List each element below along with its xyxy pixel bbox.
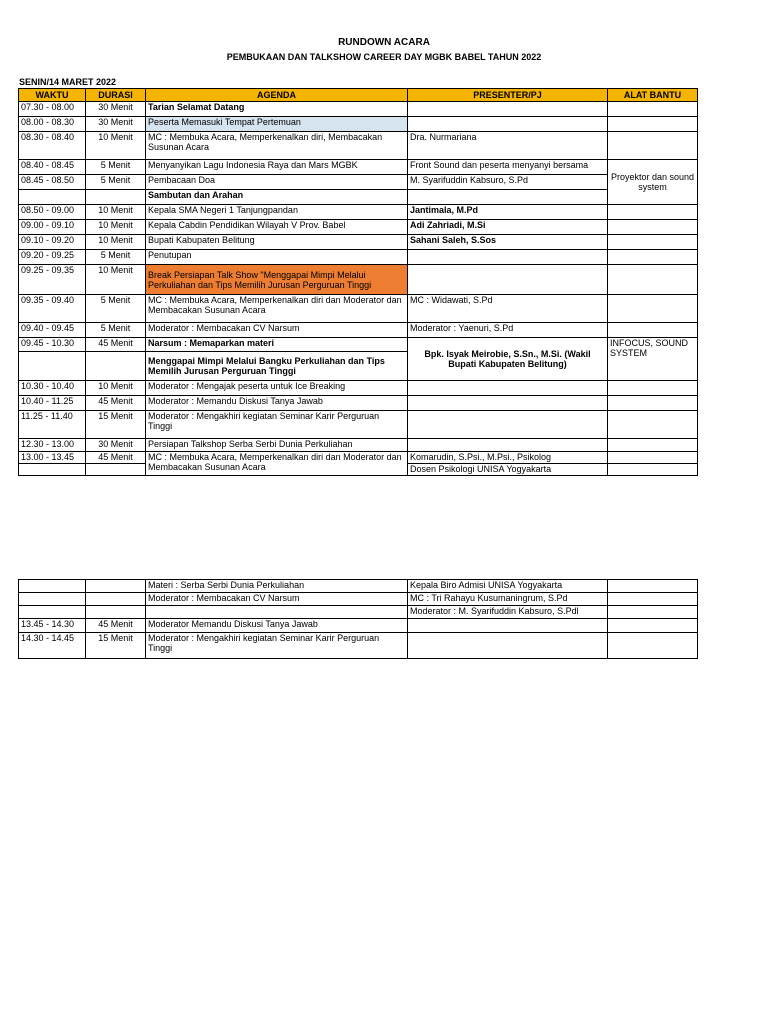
cell-waktu: 08.00 - 08.30 [19,117,86,132]
cell-presenter [408,411,608,439]
cell-waktu: 09.35 - 09.40 [19,295,86,323]
cell-waktu: 08.40 - 08.45 [19,160,86,175]
cell-alat-bantu [608,396,698,411]
cell-waktu: 10.40 - 11.25 [19,396,86,411]
cell-presenter: Kepala Biro Admisi UNISA Yogyakarta [408,580,608,593]
cell-waktu: 12.30 - 13.00 [19,439,86,452]
cell-presenter [408,439,608,452]
cell-durasi: 15 Menit [86,633,146,659]
cell-agenda [146,606,408,619]
cell-presenter [408,619,608,633]
cell-presenter: Moderator : Yaenuri, S.Pd [408,323,608,338]
cell-presenter [408,102,608,117]
cell-alat-bantu [608,235,698,250]
cell-waktu [19,606,86,619]
table-row [19,205,698,220]
cell-alat-bantu [608,464,698,476]
cell-alat-bantu [608,411,698,439]
cell-agenda: Kepala SMA Negeri 1 Tanjungpandan [146,205,408,220]
cell-waktu: 10.30 - 10.40 [19,381,86,396]
cell-alat-bantu [608,633,698,659]
table-row [19,593,698,606]
cell-waktu [19,580,86,593]
cell-waktu: 09.00 - 09.10 [19,220,86,235]
cell-alat-bantu [608,265,698,295]
cell-alat-bantu [608,593,698,606]
cell-waktu: 13.00 - 13.45 [19,452,86,464]
table-row [19,580,698,593]
cell-presenter: Komarudin, S.Psi., M.Psi., Psikolog [408,452,608,464]
cell-durasi: 45 Menit [86,452,146,464]
table-row [19,132,698,160]
table-header-row [19,89,698,102]
cell-agenda: Moderator : Mengakhiri kegiatan Seminar Karir Perguruan Tinggi [146,411,408,439]
document-subtitle: PEMBUKAAN DAN TALKSHOW CAREER DAY MGBK BABEL TAHUN 2022 [226,52,542,62]
cell-alat-bantu-infocus: INFOCUS, SOUND SYSTEM [608,338,698,381]
cell-durasi: 30 Menit [86,439,146,452]
cell-agenda: Moderator : Memandu Diskusi Tanya Jawab [146,396,408,411]
cell-agenda: Moderator : Mengajak peserta untuk Ice Breaking [146,381,408,396]
cell-alat-bantu [608,132,698,160]
cell-alat-bantu [608,381,698,396]
rundown-table-continued [18,579,698,659]
cell-waktu [19,464,86,476]
cell-agenda: Penutupan [146,250,408,265]
cell-agenda: Sambutan dan Arahan [146,190,408,205]
column-header-presenter: PRESENTER/PJ [408,89,608,102]
cell-presenter [408,381,608,396]
cell-presenter [408,265,608,295]
cell-durasi: 45 Menit [86,338,146,352]
cell-waktu: 08.45 - 08.50 [19,175,86,190]
cell-durasi [86,352,146,381]
cell-durasi: 30 Menit [86,102,146,117]
cell-alat-bantu [608,580,698,593]
cell-alat-bantu [608,220,698,235]
table-row [19,619,698,633]
cell-alat-bantu [608,102,698,117]
table-row [19,190,698,205]
cell-presenter: MC : Tri Rahayu Kusumaningrum, S.Pd [408,593,608,606]
cell-durasi [86,580,146,593]
cell-presenter: Moderator : M. Syarifuddin Kabsuro, S.Pdl [408,606,608,619]
cell-waktu [19,190,86,205]
table-row [19,295,698,323]
cell-agenda: Menyanyikan Lagu Indonesia Raya dan Mars MGBK [146,160,408,175]
cell-presenter [408,396,608,411]
cell-agenda: Tarian Selamat Datang [146,102,408,117]
cell-waktu: 08.30 - 08.40 [19,132,86,160]
cell-presenter [408,633,608,659]
cell-durasi: 5 Menit [86,295,146,323]
cell-agenda: MC : Membuka Acara, Memperkenalkan diri, Membacakan Susunan Acara [146,132,408,160]
cell-agenda: Kepala Cabdin Pendidikan Wilayah V Prov. Babel [146,220,408,235]
cell-durasi: 15 Menit [86,411,146,439]
table-row [19,338,698,352]
cell-alat-bantu [608,205,698,220]
cell-durasi [86,464,146,476]
table-row [19,323,698,338]
table-row [19,117,698,132]
rundown-table [18,88,698,476]
cell-durasi: 5 Menit [86,323,146,338]
cell-alat-bantu [608,117,698,132]
cell-agenda: Persiapan Talkshop Serba Serbi Dunia Perkuliahan [146,439,408,452]
table-row [19,102,698,117]
table-row [19,452,698,464]
cell-durasi [86,593,146,606]
table-row [19,220,698,235]
cell-durasi: 30 Menit [86,117,146,132]
cell-alat-bantu [608,323,698,338]
table-row [19,235,698,250]
cell-durasi: 10 Menit [86,205,146,220]
cell-durasi: 10 Menit [86,132,146,160]
cell-waktu: 13.45 - 14.30 [19,619,86,633]
cell-presenter [408,117,608,132]
document-title: RUNDOWN ACARA [338,37,430,48]
cell-alat-bantu [608,452,698,464]
table-row [19,381,698,396]
cell-durasi: 45 Menit [86,396,146,411]
cell-waktu: 09.10 - 09.20 [19,235,86,250]
cell-waktu: 14.30 - 14.45 [19,633,86,659]
cell-waktu: 08.50 - 09.00 [19,205,86,220]
cell-agenda: Materi : Serba Serbi Dunia Perkuliahan [146,580,408,593]
cell-agenda: Menggapai Mimpi Melalui Bangku Perkuliahan dan Tips Memilih Jurusan Perguruan Tinggi [146,352,408,381]
cell-durasi: 10 Menit [86,381,146,396]
cell-agenda: Break Persiapan Talk Show "Menggapai Mimpi Melalui Perkuliahan dan Tips Memilih Jurusan Perguruan Tinggi [146,265,408,295]
cell-waktu: 09.20 - 09.25 [19,250,86,265]
cell-alat-bantu [608,439,698,452]
column-header-alat-bantu: ALAT BANTU [608,89,698,102]
cell-alat-bantu [608,606,698,619]
cell-presenter [408,190,608,205]
cell-presenter: MC : Widawati, S.Pd [408,295,608,323]
cell-presenter [408,250,608,265]
cell-presenter-narsum: Bpk. Isyak Meirobie, S.Sn., M.Si. (Wakil Bupati Kabupaten Belitung) [408,338,608,381]
table-row [19,160,698,175]
cell-agenda: MC : Membuka Acara, Memperkenalkan diri dan Moderator dan Membacakan Susunan Acara [146,452,408,476]
cell-waktu: 07.30 - 08.00 [19,102,86,117]
cell-durasi: 45 Menit [86,619,146,633]
cell-agenda: Pembacaan Doa [146,175,408,190]
cell-presenter: Dra. Nurmariana [408,132,608,160]
table-row [19,439,698,452]
table-row [19,265,698,295]
cell-durasi [86,190,146,205]
cell-agenda: MC : Membuka Acara, Memperkenalkan diri dan Moderator dan Membacakan Susunan Acara [146,295,408,323]
cell-presenter: Adi Zahriadi, M.Si [408,220,608,235]
table-row [19,633,698,659]
cell-durasi: 5 Menit [86,160,146,175]
event-date: SENIN/14 MARET 2022 [19,77,117,87]
column-header-durasi: DURASI [86,89,146,102]
cell-presenter: Jantimala, M.Pd [408,205,608,220]
table-row [19,606,698,619]
cell-agenda: Moderator : Mengakhiri kegiatan Seminar Karir Perguruan Tinggi [146,633,408,659]
cell-agenda: Narsum : Memaparkan materi [146,338,408,352]
cell-presenter: Sahani Saleh, S.Sos [408,235,608,250]
cell-agenda: Moderator Memandu Diskusi Tanya Jawab [146,619,408,633]
cell-presenter: Dosen Psikologi UNISA Yogyakarta [408,464,608,476]
cell-durasi: 10 Menit [86,265,146,295]
table-row [19,250,698,265]
cell-durasi: 5 Menit [86,175,146,190]
cell-agenda: Peserta Memasuki Tempat Pertemuan [146,117,408,132]
column-header-waktu: WAKTU [19,89,86,102]
cell-durasi: 10 Menit [86,220,146,235]
cell-waktu: 09.45 - 10.30 [19,338,86,352]
cell-waktu: 09.40 - 09.45 [19,323,86,338]
cell-durasi: 5 Menit [86,250,146,265]
cell-waktu: 11.25 - 11.40 [19,411,86,439]
table-row [19,175,698,190]
cell-waktu [19,593,86,606]
column-header-agenda: AGENDA [146,89,408,102]
cell-waktu: 09.25 - 09.35 [19,265,86,295]
cell-alat-bantu [608,295,698,323]
cell-agenda: Moderator : Membacakan CV Narsum [146,323,408,338]
cell-alat-bantu [608,619,698,633]
table-row [19,396,698,411]
table-row [19,411,698,439]
cell-agenda: Moderator : Membacakan CV Narsum [146,593,408,606]
cell-waktu [19,352,86,381]
cell-durasi: 10 Menit [86,235,146,250]
cell-alat-bantu-proyektor: Proyektor dan sound system [608,160,698,205]
cell-durasi [86,606,146,619]
cell-presenter: Front Sound dan peserta menyanyi bersama [408,160,608,175]
cell-agenda: Bupati Kabupaten Belitung [146,235,408,250]
cell-presenter: M. Syarifuddin Kabsuro, S.Pd [408,175,608,190]
cell-alat-bantu [608,250,698,265]
